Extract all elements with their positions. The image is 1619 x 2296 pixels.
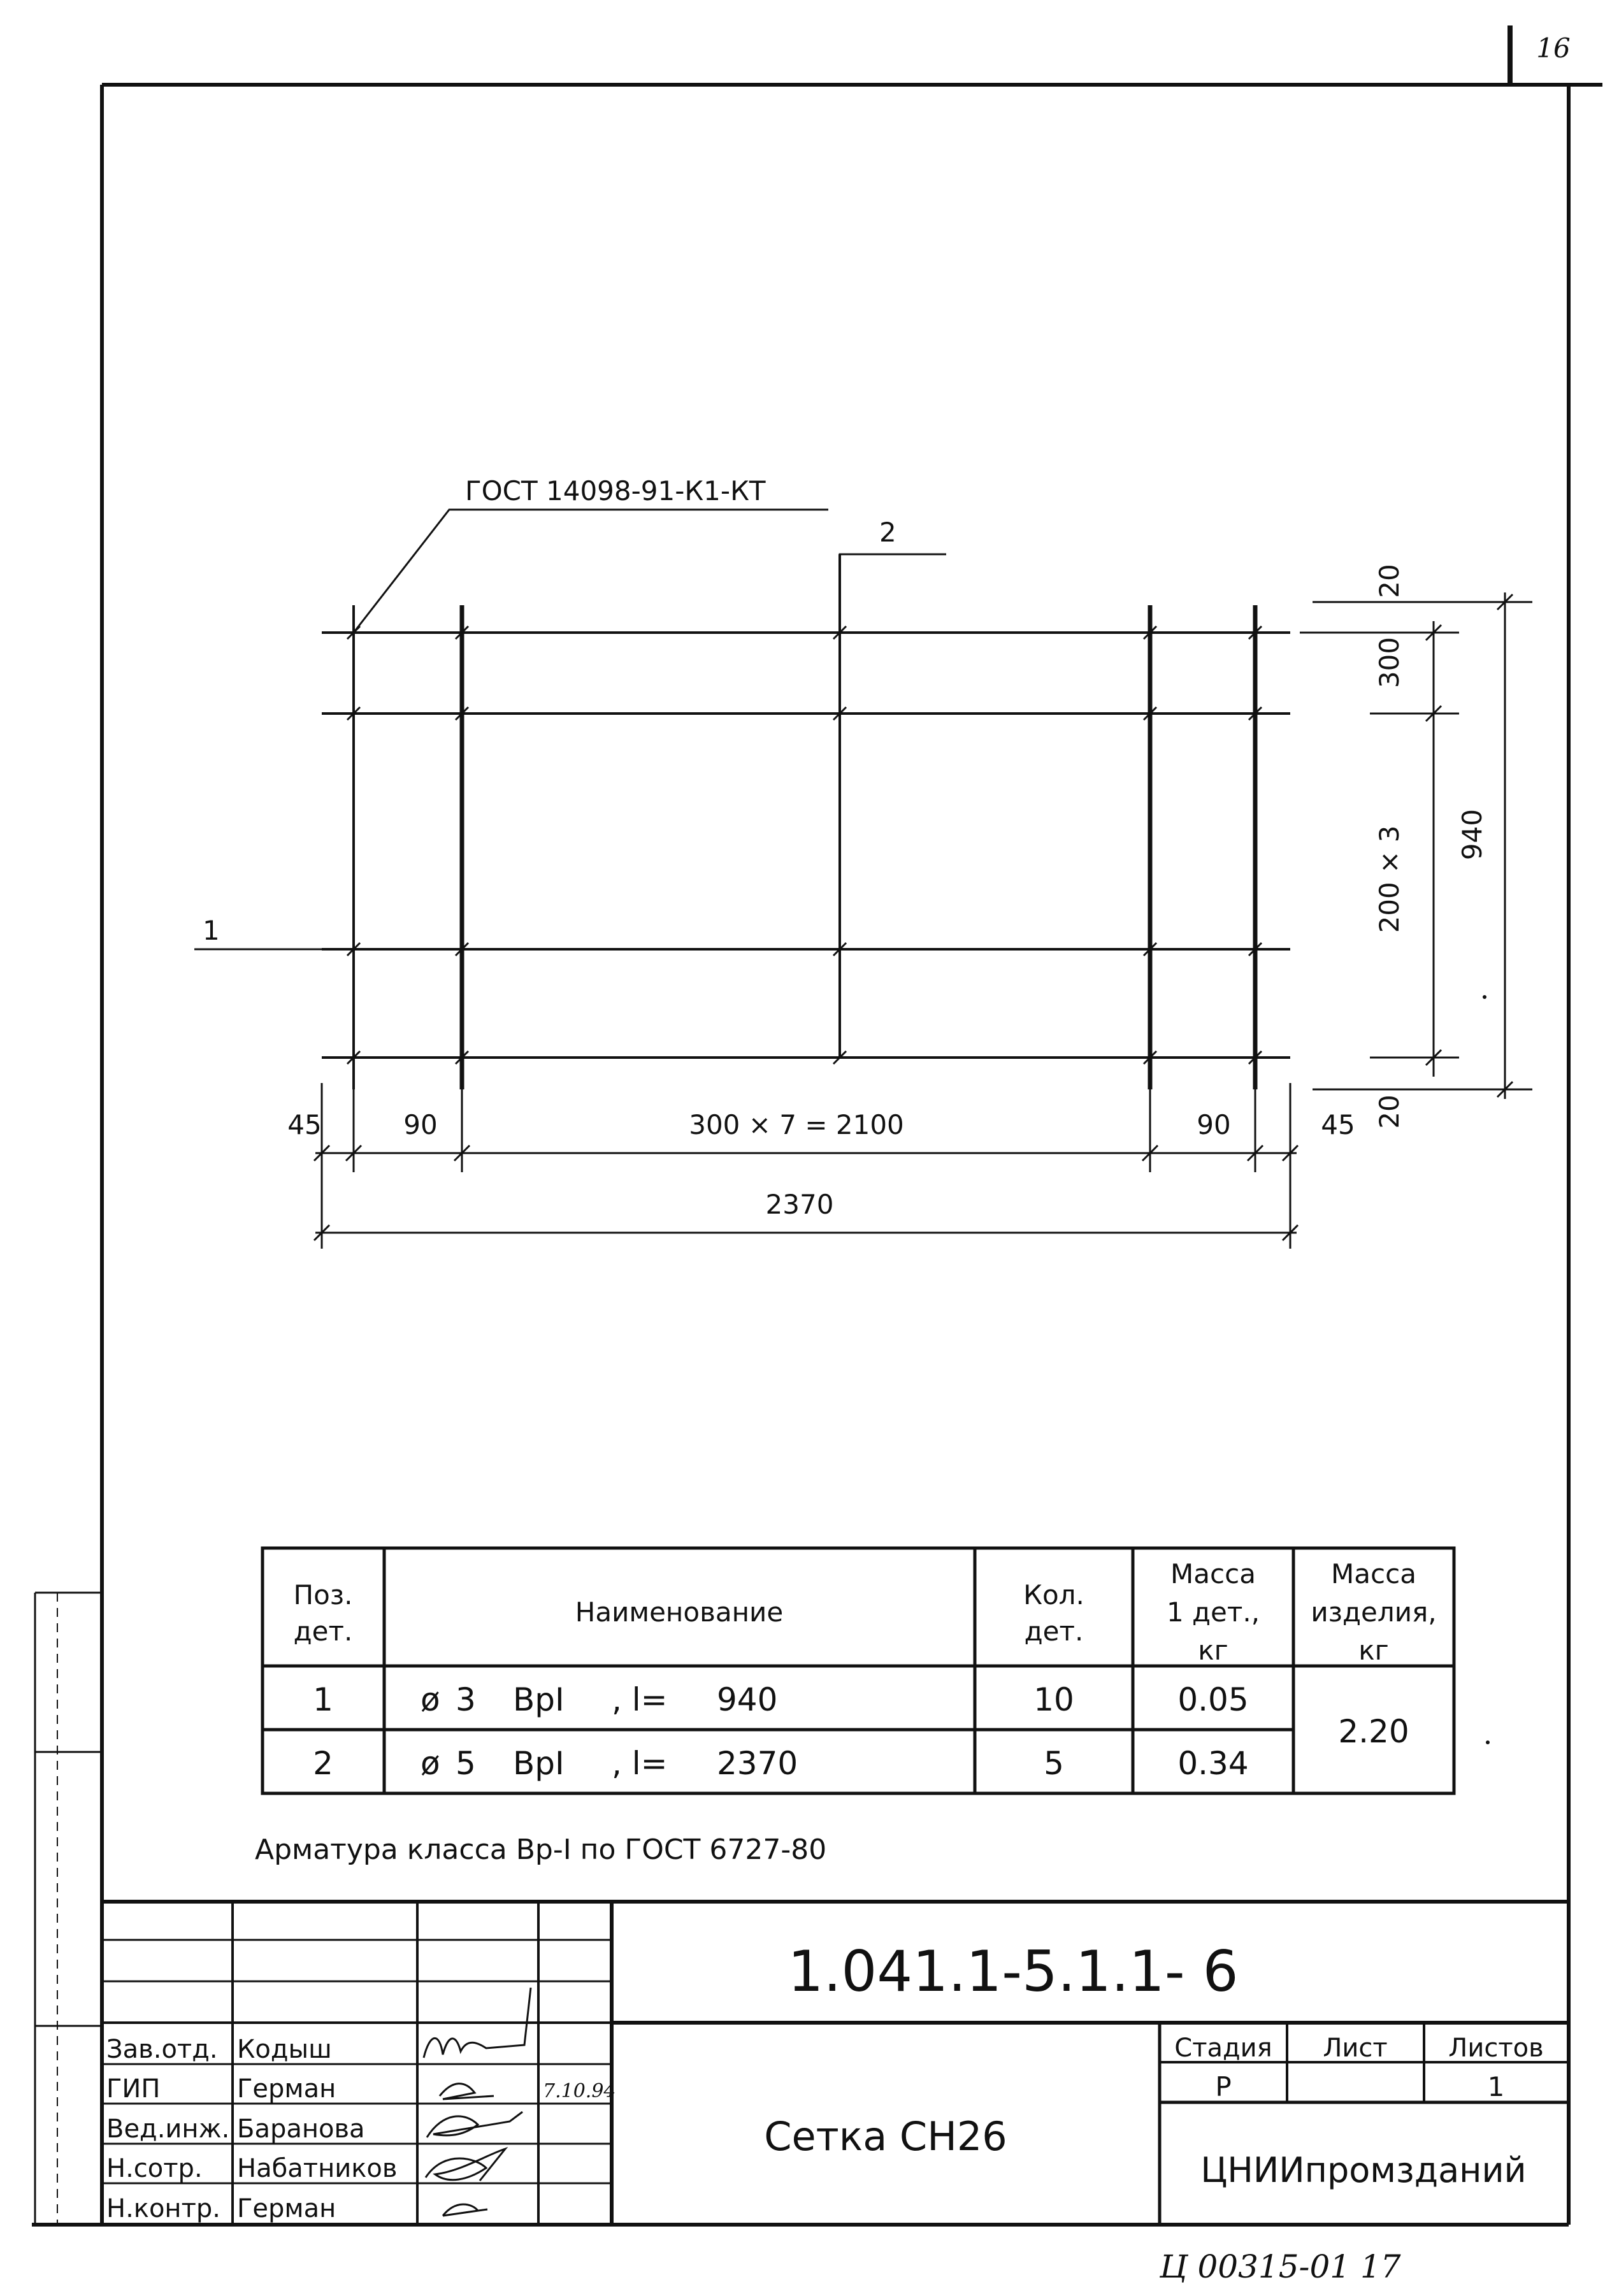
dim-2370: 2370 [765, 1189, 834, 1220]
sheets-header: Листов [1448, 2034, 1544, 2063]
row2-length: 2370 [717, 1745, 798, 1782]
mesh-horizontal-bars [322, 633, 1290, 1058]
gost-leader-line [354, 510, 828, 633]
role-lead-engineer: Вед.инж. [106, 2114, 230, 2144]
weld-marks [347, 626, 1262, 1064]
bottom-dimensions [314, 1083, 1298, 1249]
drawing-name: Сетка СН26 [764, 2113, 1007, 2160]
header-name: Наименование [575, 1596, 784, 1628]
row1-diameter: 3 [456, 1681, 476, 1718]
header-masstotal-line1: Масса [1331, 1558, 1416, 1589]
header-masstotal-line3: кг [1358, 1635, 1389, 1666]
sheet-number: 16 [1536, 32, 1571, 64]
name-chief-engineer: Герман [237, 2074, 336, 2104]
drawing-code: 1.041.1-5.1.1- 6 [788, 1939, 1239, 2004]
row1-pos: 1 [313, 1681, 333, 1718]
row1-mass: 0.05 [1177, 1681, 1249, 1718]
role-researcher: Н.сотр. [106, 2154, 203, 2183]
position-2-label: 2 [879, 517, 896, 548]
row2-diameter: 5 [456, 1745, 476, 1782]
stage-header: Стадия [1174, 2034, 1272, 2063]
dim-90-left: 90 [403, 1109, 438, 1140]
total-mass: 2.20 [1338, 1713, 1409, 1750]
row2-mass: 0.34 [1177, 1745, 1249, 1782]
role-norm-control: Н.контр. [106, 2194, 220, 2223]
dim-20-bottom: 20 [1374, 1094, 1405, 1129]
dim-300: 300 [1374, 636, 1405, 689]
position-2-leader [840, 554, 946, 633]
row2-length-prefix: , l= [612, 1745, 668, 1782]
name-researcher: Набатников [237, 2154, 398, 2183]
dim-45-left: 45 [287, 1109, 322, 1140]
header-qty-line2: дет. [1024, 1616, 1084, 1647]
right-dimensions [1300, 592, 1532, 1099]
name-lead-engineer: Баранова [237, 2114, 365, 2144]
spec-table [263, 1548, 1454, 1793]
dim-20-top: 20 [1374, 564, 1405, 598]
row2-pos: 2 [313, 1745, 333, 1782]
row1-length: 940 [717, 1681, 778, 1718]
row2-diameter-symbol: ø [421, 1745, 440, 1782]
organization-name: ЦНИИпромзданий [1200, 2150, 1527, 2190]
role-head-dept: Зав.отд. [106, 2035, 218, 2064]
role-chief-engineer: ГИП [106, 2074, 161, 2104]
sheet-header: Лист [1323, 2034, 1388, 2063]
dim-90-right: 90 [1197, 1109, 1231, 1140]
mesh-drawing [194, 475, 1290, 1089]
archive-number: Ц 00315-01 17 [1160, 2248, 1401, 2285]
row1-diameter-symbol: ø [421, 1681, 440, 1718]
header-pos-line2: дет. [293, 1616, 353, 1647]
row1-length-prefix: , l= [612, 1681, 668, 1718]
header-mass1-line1: Масса [1170, 1558, 1256, 1589]
sheets-value: 1 [1487, 2071, 1505, 2102]
dim-45-right: 45 [1321, 1109, 1355, 1140]
header-mass1-line2: 1 дет., [1166, 1596, 1260, 1628]
header-masstotal-line2: изделия, [1311, 1596, 1437, 1628]
page-frame [32, 85, 1602, 2225]
dim-300x7: 300 × 7 = 2100 [689, 1109, 904, 1140]
speck-mark [1483, 995, 1486, 999]
header-qty-line1: Кол. [1023, 1579, 1084, 1611]
dim-940: 940 [1457, 808, 1488, 861]
name-head-dept: Кодыш [237, 2035, 332, 2064]
header-mass1-line3: кг [1198, 1635, 1228, 1666]
name-norm-control: Герман [237, 2194, 336, 2223]
mesh-vertical-bars [354, 554, 1255, 1089]
gost-leader-label: ГОСТ 14098-91-К1-КТ [465, 475, 766, 506]
approval-date: 7.10.94 [543, 2080, 616, 2102]
dim-200x3: 200 × 3 [1374, 825, 1405, 933]
row1-qty: 10 [1033, 1681, 1074, 1718]
row2-class: ВрI [513, 1745, 565, 1782]
stage-value: Р [1215, 2071, 1232, 2102]
speck-mark [1486, 1740, 1490, 1744]
reinforcement-note: Арматура класса Вр-I по ГОСТ 6727-80 [255, 1833, 827, 1866]
header-pos-line1: Поз. [293, 1579, 353, 1611]
position-1-label: 1 [203, 915, 220, 946]
row2-qty: 5 [1044, 1745, 1064, 1782]
row1-class: ВрI [513, 1681, 565, 1718]
